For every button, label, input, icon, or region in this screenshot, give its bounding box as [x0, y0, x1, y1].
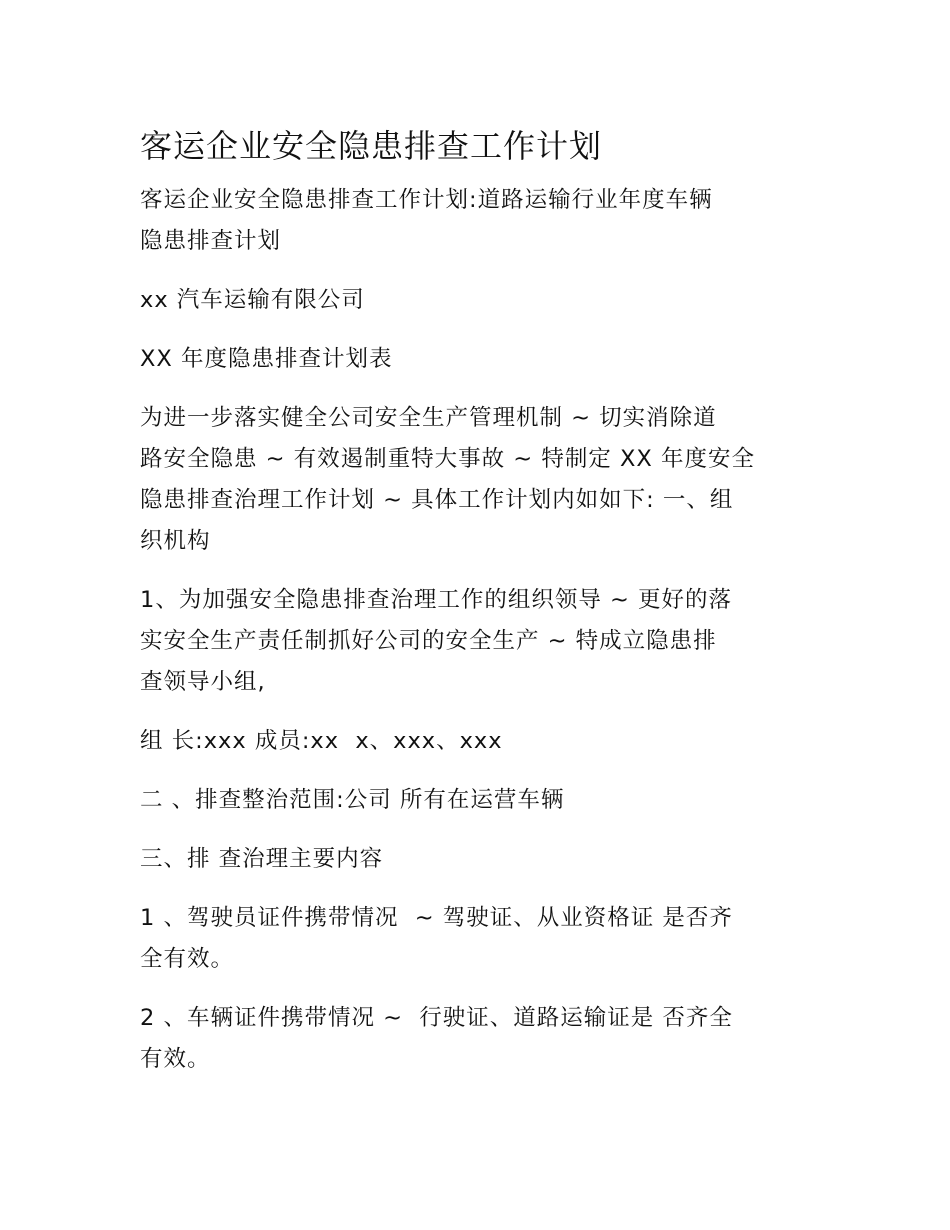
document-title: 客运企业安全隐患排查工作计划 — [140, 127, 603, 165]
paragraph-main-content: 三、排 查治理主要内容 — [140, 846, 384, 872]
paragraph-members: 组 长:xxx 成员:xx x、xxx、xxx — [140, 728, 503, 754]
paragraph-subtitle: 客运企业安全隐患排查工作计划:道路运输行业年度车辆 隐患排查计划 — [140, 187, 713, 254]
paragraph-plan-table: XX 年度隐患排查计划表 — [140, 346, 393, 372]
paragraph-item-1: 1 、驾驶员证件携带情况 ~ 驾驶证、从业资格证 是否齐 全有效。 — [140, 905, 733, 972]
paragraph-company: xx 汽车运输有限公司 — [140, 287, 365, 313]
paragraph-item-2: 2 、车辆证件携带情况 ~ 行驶证、道路运输证是 否齐全 有效。 — [140, 1005, 733, 1072]
paragraph-scope: 二 、排查整治范围:公司 所有在运营车辆 — [140, 787, 565, 813]
paragraph-intro: 为进一步落实健全公司安全生产管理机制 ~ 切实消除道 路安全隐患 ~ 有效遏制重特大事故 ~ 特制定 XX 年度安全 隐患排查治理工作计划 ~ 具体工作计划内如如下: 一、组 织机构 — [140, 405, 755, 554]
paragraph-leadership: 1、为加强安全隐患排查治理工作的组织领导 ~ 更好的落 实安全生产责任制抓好公司的安全生产 ~ 特成立隐患排 查领导小组, — [140, 587, 732, 695]
document-page — [140, 118, 820, 1098]
